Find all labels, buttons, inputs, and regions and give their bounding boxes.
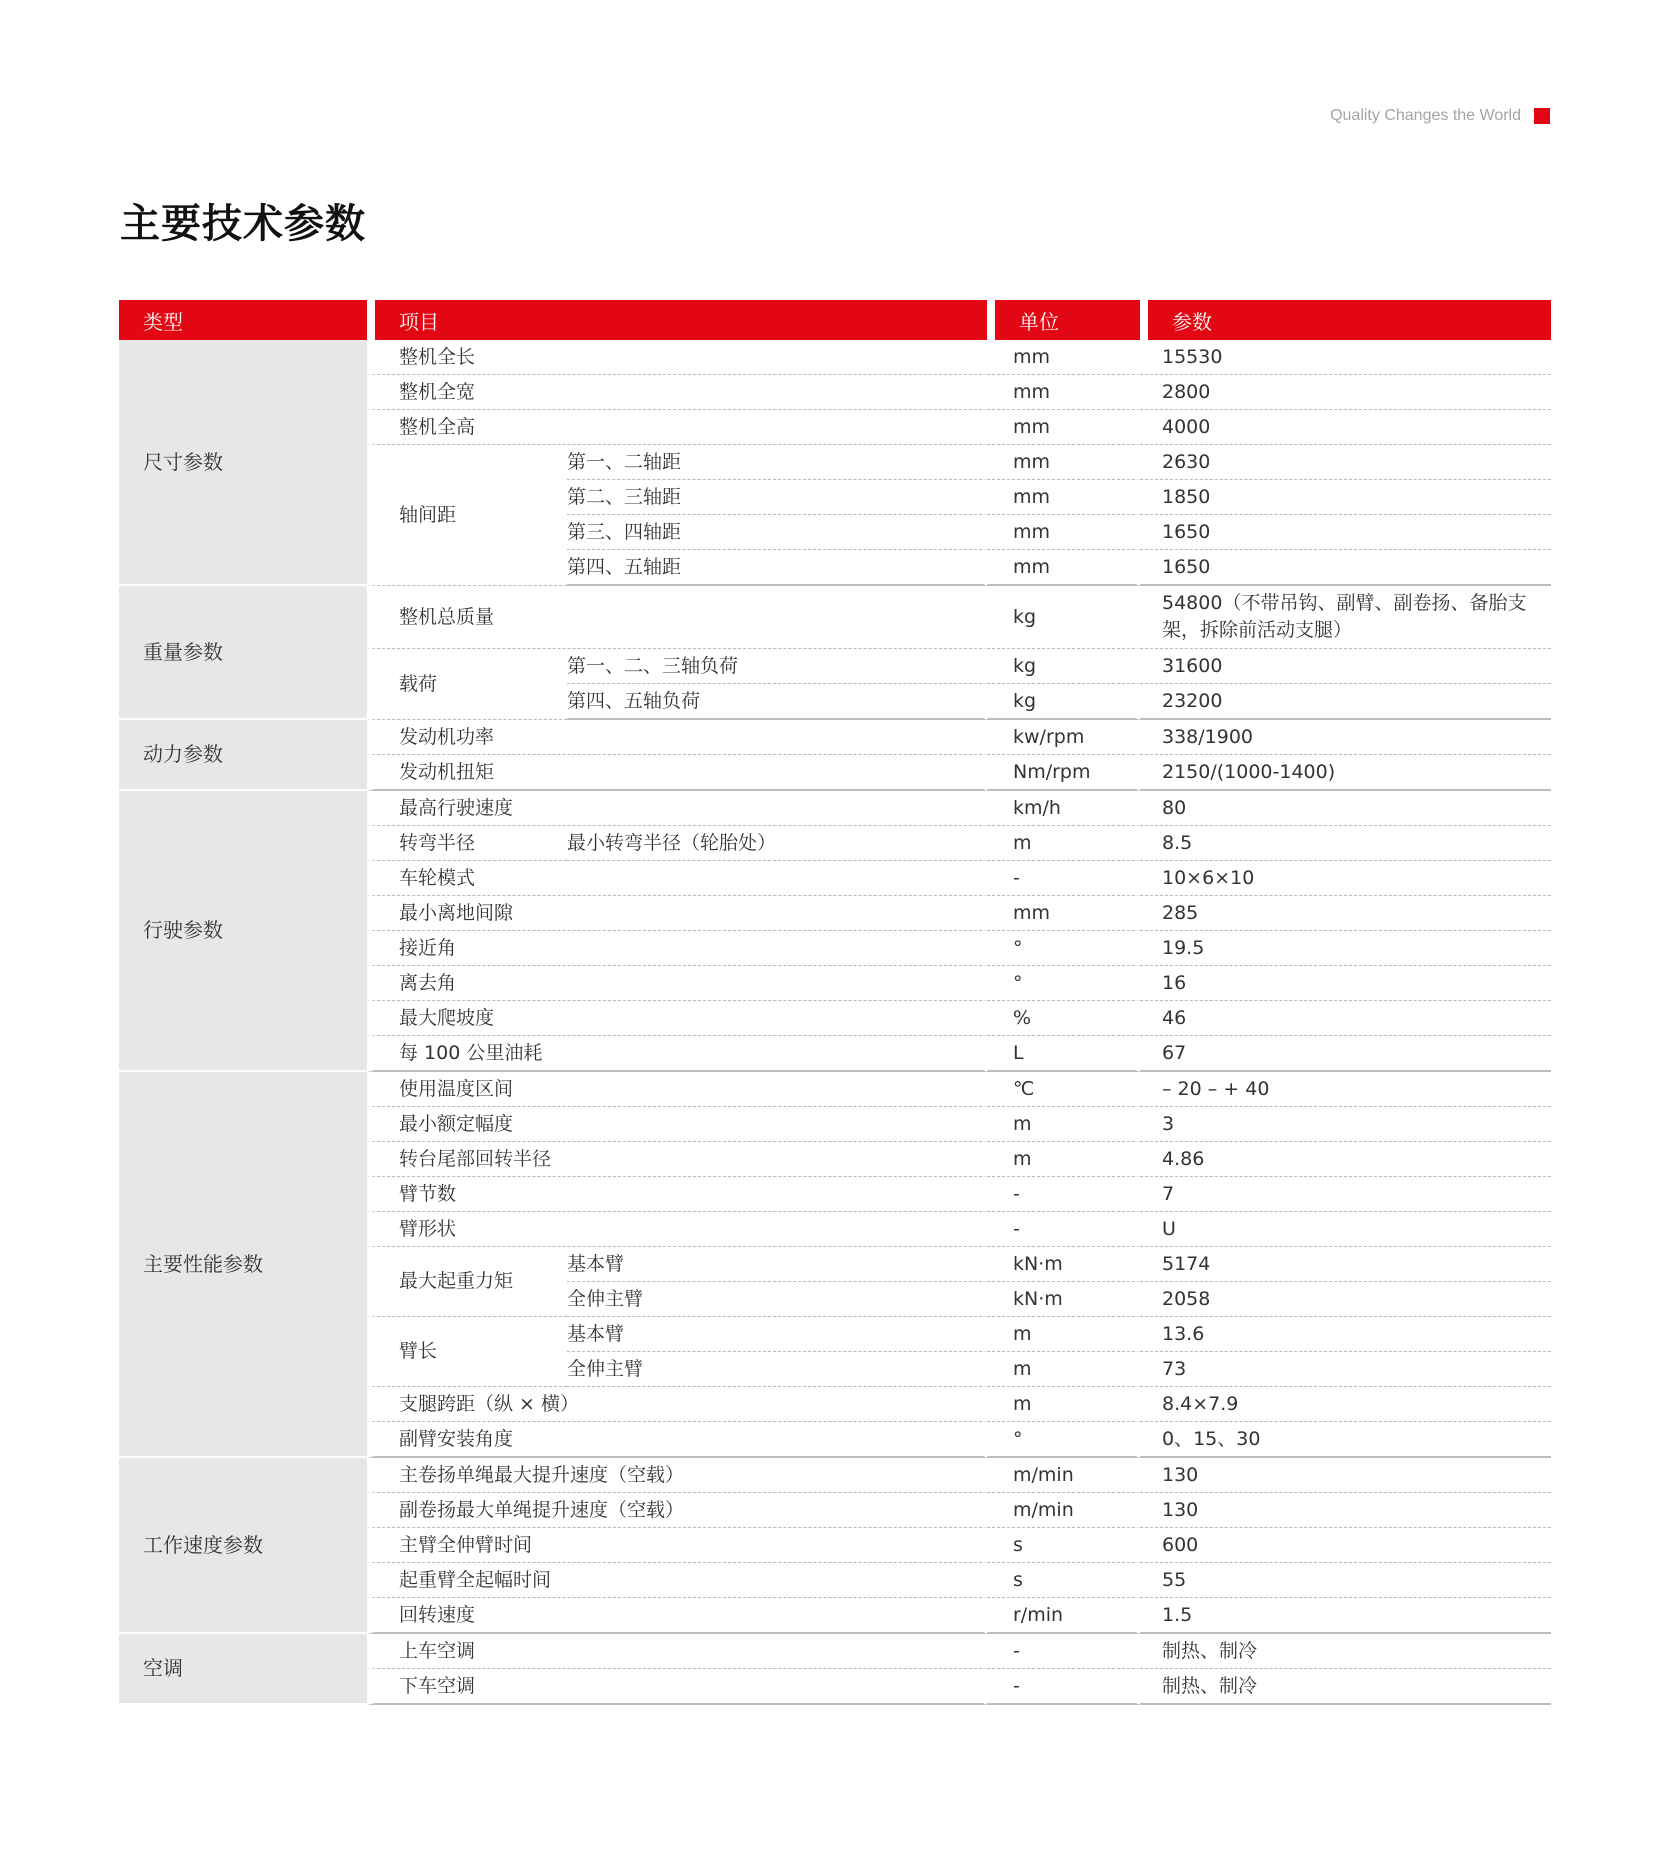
unit-cell: r/min — [987, 1598, 1140, 1634]
category-cell: 主要性能参数 — [119, 1072, 367, 1458]
unit-cell: mm — [987, 550, 1140, 586]
table-row — [119, 1458, 1551, 1493]
item-cell: 最大爬坡度 — [367, 1001, 987, 1036]
item-cell: 臂形状 — [367, 1212, 987, 1247]
value-cell: U — [1140, 1212, 1551, 1247]
unit-cell: mm — [987, 515, 1140, 550]
table-row — [119, 1634, 1551, 1669]
unit-cell: mm — [987, 445, 1140, 480]
spec-table-body — [119, 340, 1551, 1705]
table-row — [119, 586, 1551, 649]
unit-cell: mm — [987, 340, 1140, 375]
item-cell: 臂节数 — [367, 1177, 987, 1212]
unit-cell: - — [987, 861, 1140, 896]
unit-cell: km/h — [987, 791, 1140, 826]
item-cell: 主卷扬单绳最大提升速度（空载） — [367, 1458, 987, 1493]
item-cell: 主臂全伸臂时间 — [367, 1528, 987, 1563]
item-cell: 最高行驶速度 — [367, 791, 987, 826]
subitem-cell: 全伸主臂 — [567, 1352, 987, 1387]
header-value: 参数 — [1140, 300, 1551, 340]
unit-cell: mm — [987, 375, 1140, 410]
item-cell: 副臂安装角度 — [367, 1422, 987, 1458]
page-title: 主要技术参数 — [120, 201, 366, 247]
value-cell: 54800（不带吊钩、副臂、副卷扬、备胎支架，拆除前活动支腿） — [1140, 586, 1551, 649]
value-cell: 73 — [1140, 1352, 1551, 1387]
subitem-cell: 基本臂 — [567, 1247, 987, 1282]
unit-cell: m — [987, 1142, 1140, 1177]
unit-cell: % — [987, 1001, 1140, 1036]
item-cell: 每 100 公里油耗 — [367, 1036, 987, 1072]
table-row — [119, 720, 1551, 755]
item-cell: 转弯半径 — [367, 826, 567, 861]
value-cell: 2058 — [1140, 1282, 1551, 1317]
header-type: 类型 — [119, 300, 367, 340]
value-cell: 15530 — [1140, 340, 1551, 375]
subitem-cell: 第四、五轴距 — [567, 550, 987, 586]
item-cell: 副卷扬最大单绳提升速度（空载） — [367, 1493, 987, 1528]
category-cell: 重量参数 — [119, 586, 367, 720]
header-unit: 单位 — [987, 300, 1140, 340]
value-cell: 4.86 — [1140, 1142, 1551, 1177]
value-cell: – 20 – + 40 — [1140, 1072, 1551, 1107]
value-cell: 338/1900 — [1140, 720, 1551, 755]
item-cell: 发动机扭矩 — [367, 755, 987, 791]
value-cell: 1650 — [1140, 550, 1551, 586]
unit-cell: s — [987, 1563, 1140, 1598]
item-cell: 下车空调 — [367, 1669, 987, 1705]
subitem-cell: 最小转弯半径（轮胎处） — [567, 826, 987, 861]
unit-cell: mm — [987, 896, 1140, 931]
item-cell: 整机全宽 — [367, 375, 987, 410]
item-cell: 臂长 — [367, 1317, 567, 1387]
table-header-row — [119, 300, 1551, 340]
subitem-cell: 第一、二、三轴负荷 — [567, 649, 987, 684]
unit-cell: Nm/rpm — [987, 755, 1140, 791]
unit-cell: ° — [987, 1422, 1140, 1458]
unit-cell: m — [987, 1387, 1140, 1422]
value-cell: 19.5 — [1140, 931, 1551, 966]
subitem-cell: 第二、三轴距 — [567, 480, 987, 515]
item-cell: 转台尾部回转半径 — [367, 1142, 987, 1177]
category-cell: 空调 — [119, 1634, 367, 1705]
item-cell: 整机总质量 — [367, 586, 987, 649]
unit-cell: ℃ — [987, 1072, 1140, 1107]
value-cell: 3 — [1140, 1107, 1551, 1142]
unit-cell: kw/rpm — [987, 720, 1140, 755]
subitem-cell: 全伸主臂 — [567, 1282, 987, 1317]
category-cell: 动力参数 — [119, 720, 367, 791]
item-cell: 最大起重力矩 — [367, 1247, 567, 1317]
value-cell: 5174 — [1140, 1247, 1551, 1282]
value-cell: 130 — [1140, 1493, 1551, 1528]
value-cell: 8.4×7.9 — [1140, 1387, 1551, 1422]
unit-cell: L — [987, 1036, 1140, 1072]
item-cell: 发动机功率 — [367, 720, 987, 755]
table-row — [119, 791, 1551, 826]
item-cell: 轴间距 — [367, 445, 567, 586]
brand-square-icon — [1534, 108, 1550, 124]
unit-cell: s — [987, 1528, 1140, 1563]
value-cell: 31600 — [1140, 649, 1551, 684]
unit-cell: kg — [987, 649, 1140, 684]
value-cell: 80 — [1140, 791, 1551, 826]
table-row — [119, 1072, 1551, 1107]
unit-cell: m/min — [987, 1458, 1140, 1493]
subitem-cell: 第三、四轴距 — [567, 515, 987, 550]
unit-cell: ° — [987, 966, 1140, 1001]
unit-cell: mm — [987, 410, 1140, 445]
item-cell: 上车空调 — [367, 1634, 987, 1669]
unit-cell: kN·m — [987, 1282, 1140, 1317]
value-cell: 16 — [1140, 966, 1551, 1001]
value-cell: 46 — [1140, 1001, 1551, 1036]
value-cell: 1.5 — [1140, 1598, 1551, 1634]
value-cell: 4000 — [1140, 410, 1551, 445]
unit-cell: m — [987, 1317, 1140, 1352]
unit-cell: ° — [987, 931, 1140, 966]
value-cell: 10×6×10 — [1140, 861, 1551, 896]
value-cell: 600 — [1140, 1528, 1551, 1563]
value-cell: 0、15、30 — [1140, 1422, 1551, 1458]
value-cell: 制热、制冷 — [1140, 1634, 1551, 1669]
item-cell: 整机全长 — [367, 340, 987, 375]
unit-cell: kg — [987, 684, 1140, 720]
value-cell: 285 — [1140, 896, 1551, 931]
unit-cell: - — [987, 1634, 1140, 1669]
category-cell: 尺寸参数 — [119, 340, 367, 586]
item-cell: 使用温度区间 — [367, 1072, 987, 1107]
spec-table — [119, 300, 1551, 1705]
category-cell: 工作速度参数 — [119, 1458, 367, 1634]
value-cell: 130 — [1140, 1458, 1551, 1493]
value-cell: 7 — [1140, 1177, 1551, 1212]
value-cell: 1650 — [1140, 515, 1551, 550]
unit-cell: kg — [987, 586, 1140, 649]
subitem-cell: 第一、二轴距 — [567, 445, 987, 480]
value-cell: 55 — [1140, 1563, 1551, 1598]
item-cell: 整机全高 — [367, 410, 987, 445]
value-cell: 67 — [1140, 1036, 1551, 1072]
item-cell: 最小额定幅度 — [367, 1107, 987, 1142]
value-cell: 1850 — [1140, 480, 1551, 515]
value-cell: 2630 — [1140, 445, 1551, 480]
unit-cell: - — [987, 1177, 1140, 1212]
unit-cell: - — [987, 1212, 1140, 1247]
unit-cell: - — [987, 1669, 1140, 1705]
item-cell: 车轮模式 — [367, 861, 987, 896]
item-cell: 起重臂全起幅时间 — [367, 1563, 987, 1598]
value-cell: 23200 — [1140, 684, 1551, 720]
unit-cell: m — [987, 1352, 1140, 1387]
unit-cell: m — [987, 1107, 1140, 1142]
item-cell: 回转速度 — [367, 1598, 987, 1634]
value-cell: 13.6 — [1140, 1317, 1551, 1352]
unit-cell: m — [987, 826, 1140, 861]
item-cell: 载荷 — [367, 649, 567, 720]
unit-cell: m/min — [987, 1493, 1140, 1528]
brand-tagline — [1330, 107, 1550, 125]
table-row — [119, 340, 1551, 375]
unit-cell: mm — [987, 480, 1140, 515]
item-cell: 最小离地间隙 — [367, 896, 987, 931]
value-cell: 制热、制冷 — [1140, 1669, 1551, 1705]
subitem-cell: 基本臂 — [567, 1317, 987, 1352]
value-cell: 2800 — [1140, 375, 1551, 410]
item-cell: 支腿跨距（纵 × 横） — [367, 1387, 987, 1422]
tagline-text: Quality Changes the World — [1330, 107, 1521, 124]
value-cell: 2150/(1000-1400) — [1140, 755, 1551, 791]
item-cell: 离去角 — [367, 966, 987, 1001]
subitem-cell: 第四、五轴负荷 — [567, 684, 987, 720]
category-cell: 行驶参数 — [119, 791, 367, 1072]
header-item: 项目 — [367, 300, 987, 340]
item-cell: 接近角 — [367, 931, 987, 966]
unit-cell: kN·m — [987, 1247, 1140, 1282]
value-cell: 8.5 — [1140, 826, 1551, 861]
